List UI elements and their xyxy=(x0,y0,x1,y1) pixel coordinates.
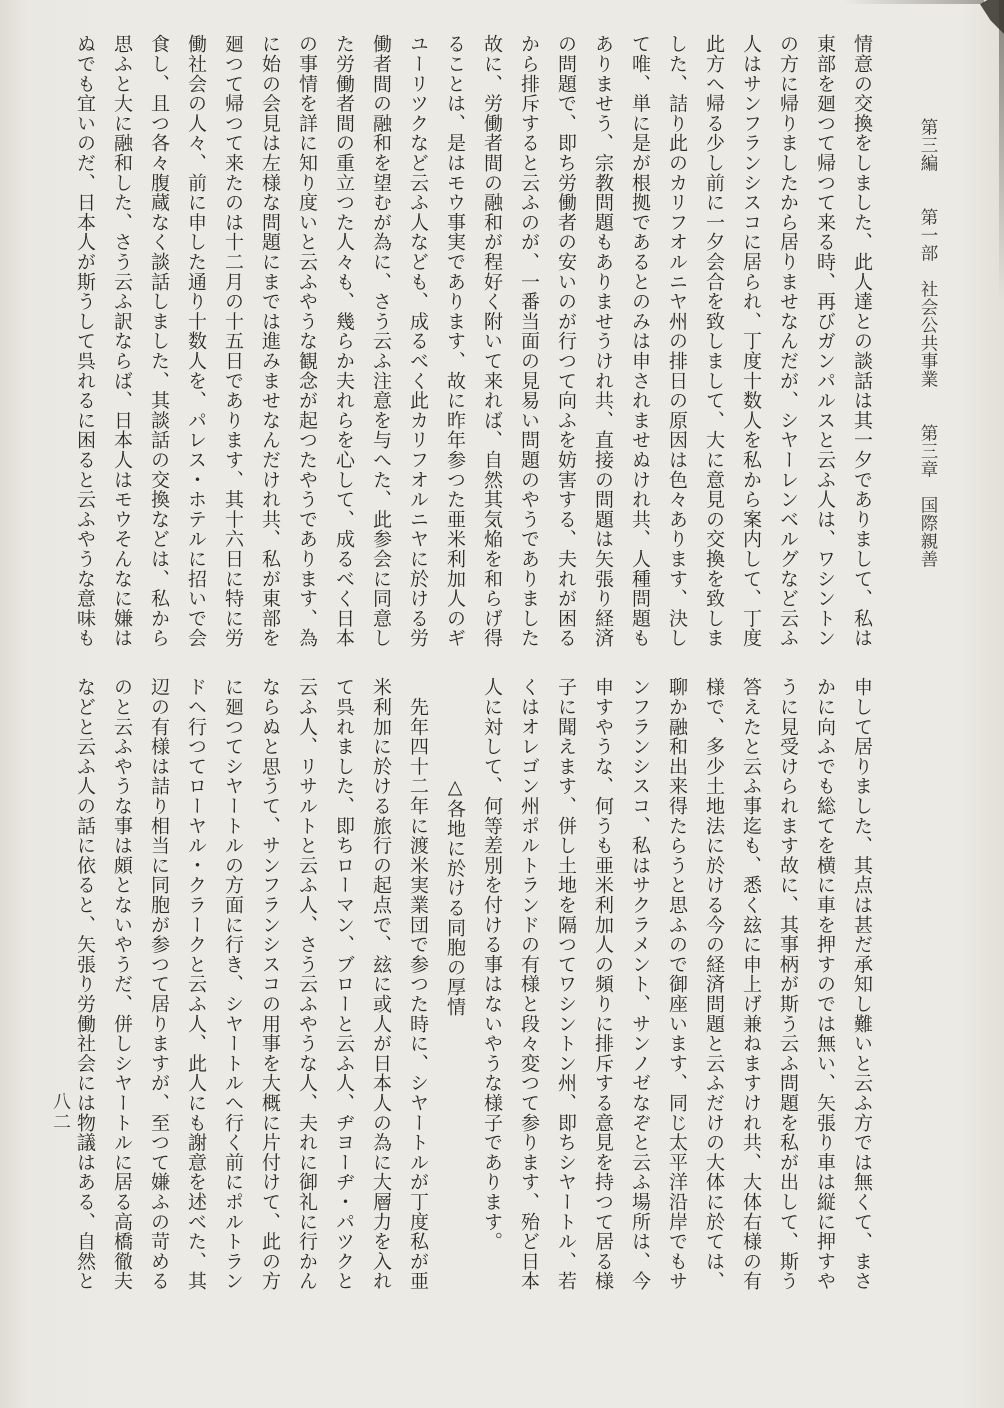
text-line: のと云ふやうな事は頗とないやうだ、併しシヤートルに居る高橋徹夫 xyxy=(111,677,132,1291)
text-line: 申して居りました、其点は甚だ承知し難いと云ふ方では無くて、まさ xyxy=(851,677,872,1291)
text-line: 先年四十二年に渡米実業団で参つた時に、シヤートルが丁度私が亜 xyxy=(407,677,428,1291)
text-line: て唯、単に是が根拠であるとのみは申されませぬけれ共、人種問題も xyxy=(629,34,650,648)
text-line: 故に、労働者間の融和が程好く附いて来れば、自然其気焔を和らげ得 xyxy=(481,34,502,648)
text-line: 聊か融和出来得たらうと思ふので御座います、同じ太平洋沿岸でもサ xyxy=(666,677,687,1291)
text-line: 情意の交換をしました、此人達との談話は其一夕でありまして、私は xyxy=(851,34,872,648)
text-line: ありませう、宗教問題もありませうけれ共、直接の問題は矢張り経済 xyxy=(592,34,613,648)
text-line: ならぬと思うて、サンフランシスコの用事を大概に片付けて、此の方 xyxy=(259,677,280,1291)
text-block-top xyxy=(66,34,880,674)
text-line: 東部を廻つて帰つて来る時、再びガンパルスと云ふ人は、ワシントン xyxy=(814,34,835,648)
text-line: 辺の有様は詰り相当に同胞が参つて居りますが、至つて嫌ふの苛める xyxy=(148,677,169,1291)
page-edge-shadow-top xyxy=(844,0,984,4)
text-line: て呉れました、即ちローマン、ブローと云ふ人、ヂヨーヂ・パツクと xyxy=(333,677,354,1291)
text-line: の事情を詳に知り度いと云ふやうな観念が起つたやうであります、為 xyxy=(296,34,317,648)
text-line: に廻つてシヤートルの方面に行き、シヤートルへ行く前にポルトラン xyxy=(222,677,243,1291)
text-line: 働者間の融和を望むが為に、さう云ふ注意を与へた、此参会に同意し xyxy=(370,34,391,648)
text-line: の問題で、即ち労働者の安いのが行つて向ふを妨害する、夫れが困る xyxy=(555,34,576,648)
text-line: 云ふ人、リサルトと云ふ人、さう云ふやうな人、夫れに御礼に行かん xyxy=(296,677,317,1291)
page-number: 八二 xyxy=(51,1092,71,1132)
text-line: 此方へ帰る少し前に一夕会合を致しまして、大に意見の交換を致しま xyxy=(703,34,724,648)
page-edge-shadow xyxy=(999,0,1004,300)
text-line: 米利加に於ける旅行の起点で、玆に或人が日本人の為に大層力を入れ xyxy=(370,677,391,1291)
text-line: 様で、多少土地法に於ける今の経済問題と云ふだけの大体に於ては、 xyxy=(703,677,724,1291)
text-line: の方に帰りましたから居りませなんだが、シヤーレンベルグなど云ふ xyxy=(777,34,798,648)
text-line: 答えたと云ふ事迄も、悉く玆に申上げ兼ねますけれ共、大体右様の有 xyxy=(740,677,761,1291)
text-line: 食し、且つ各々腹蔵なく談話しました、其談話の交換などは、私から xyxy=(148,34,169,648)
running-header: 第三編 第一部 社会公共事業 第三章 国際親善 xyxy=(919,118,939,568)
text-line: た労働者間の重立つた人々も、幾らか夫れらを心して、成るべく日本 xyxy=(333,34,354,648)
text-line: くはオレゴン州ポルトランドの有様と段々変つて参ります、殆ど日本 xyxy=(518,677,539,1291)
text-line: 人はサンフランシスコに居られ、丁度十数人を私から案内して、丁度 xyxy=(740,34,761,648)
text-line: 子に聞えます、併し土地を隔つてワシントン州、即ちシヤートル、若 xyxy=(555,677,576,1291)
text-line: 廻つて帰つて来たのは十二月の十五日であります、其十六日に特に労 xyxy=(222,34,243,648)
text-line: に始の会見は左様な問題にまでは進みませなんだけれ共、私が東部を xyxy=(259,34,280,648)
text-line: 人に対して、何等差別を付ける事はないやうな様子であります。 xyxy=(481,677,502,1252)
text-line: ドヘ行つてローヤル・クラークと云ふ人、此人にも謝意を述べた、其 xyxy=(185,677,206,1291)
text-line: ユーリツクなど云ふ人なども、成るべく此カリフオルニヤに於ける労 xyxy=(407,34,428,648)
text-line: 働社会の人々、前に申した通り十数人を、パレス・ホテルに招いで会 xyxy=(185,34,206,648)
text-line: などと云ふ人の話に依ると、矢張り労働社会には物議はある、自然と xyxy=(74,677,95,1291)
text-line: 思ふと大に融和した、さう云ふ訳ならば、日本人はモウそんなに嫌は xyxy=(111,34,132,648)
text-line: ぬでも宜いのだ、日本人が斯うして呉れるに困ると云ふやうな意味も xyxy=(74,34,95,648)
text-line: ることは、是はモウ事実であります、故に昨年参つた亜米利加人のギ xyxy=(444,34,465,648)
text-line: △各地に於ける同胞の厚情 xyxy=(444,677,465,1017)
text-line: ンフランシスコ、私はサクラメント、サンノゼなぞと云ふ場所は、今 xyxy=(629,677,650,1291)
text-line: かに向ふでも総てを横に車を押すのでは無い、矢張り車は縦に押すや xyxy=(814,677,835,1291)
text-line: した、詰り此のカリフオルニヤ州の排日の原因は色々あります、決し xyxy=(666,34,687,648)
text-line: うに見受けられます故に、其事柄が斯う云ふ問題を私が出して、斯う xyxy=(777,677,798,1291)
text-block-bottom xyxy=(66,677,880,1337)
text-line: から排斥すると云ふのが、一番当面の見易い問題のやうでありました xyxy=(518,34,539,648)
text-line: 申すやうな、何うも亜米利加人の頻りに排斥する意見を持つて居る様 xyxy=(592,677,613,1291)
